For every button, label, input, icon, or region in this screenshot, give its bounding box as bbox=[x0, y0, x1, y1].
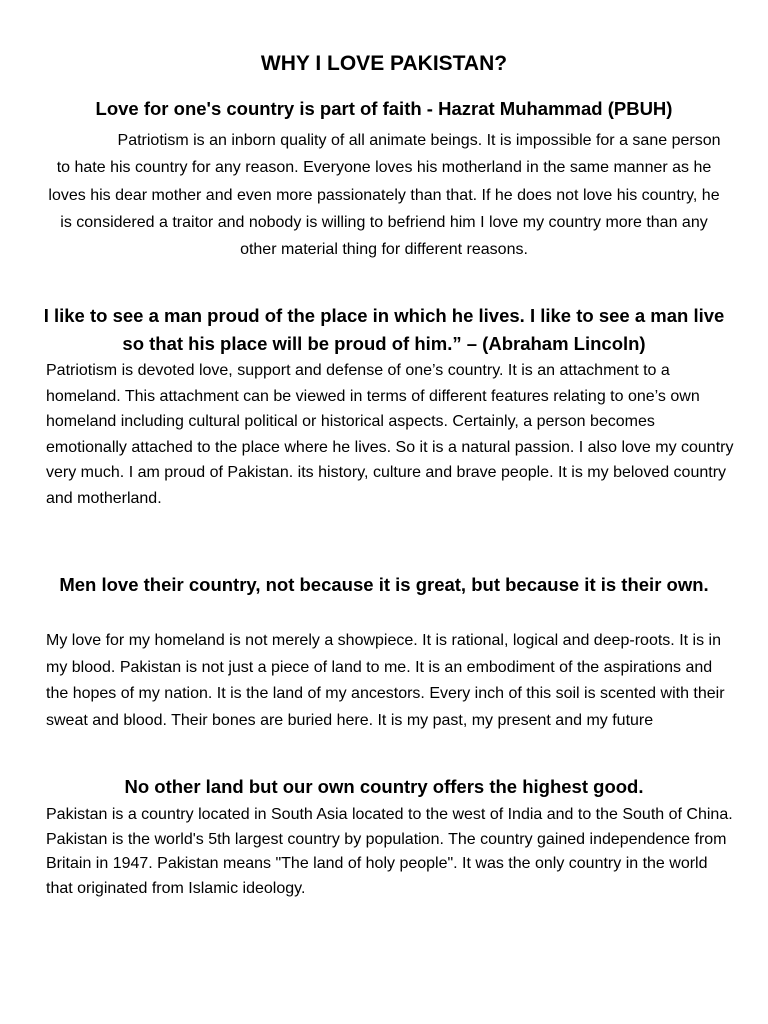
section-3-heading: Men love their country, not because it is great, but because it is their own. bbox=[59, 574, 709, 595]
section-4-heading: No other land but our own country offers the highest good. bbox=[124, 776, 644, 797]
section-1-heading: Love for one's country is part of faith - Hazrat Muhammad (PBUH) bbox=[95, 98, 673, 119]
section-2-paragraph: Patriotism is devoted love, support and defense of one’s country. It is an attachment to a homeland. This attachment can be viewed in terms of different features relating to one’s own homeland including cultural political or historical aspects. Certainly, a person becomes emotionally attached to the place where he lives. So it is a natural passion. I also love my country very much. I am proud of Pakistan. its history, culture and brave people. It is my beloved country and motherland. bbox=[46, 362, 734, 507]
section-4-paragraph: Pakistan is a country located in South Asia located to the west of India and to the South of China. Pakistan is the world's 5th largest country by population. The country gained independence from Britain in 1947. Pakistan means "The land of holy people". It was the only country in the world that originated from Islamic ideology. bbox=[46, 806, 733, 897]
section-2-heading: I like to see a man proud of the place in which he lives. I like to see a man live so that his place will be proud of him.” – (Abraham Lincoln) bbox=[43, 305, 725, 354]
page-title: WHY I LOVE PAKISTAN? bbox=[260, 52, 508, 75]
section-3-paragraph: My love for my homeland is not merely a showpiece. It is rational, logical and deep-roots. It is in my blood. Pakistan is not just a piece of land to me. It is an embodiment of the aspirations and the hopes of my nation. It is the land of my ancestors. Every inch of this soil is scented with their sweat and blood. Their bones are buried here. It is my past, my present and my future bbox=[46, 632, 725, 729]
section-1-paragraph: Patriotism is an inborn quality of all animate beings. It is impossible for a sane person to hate his country for any reason. Everyone loves his motherland in the same manner as he loves his dear mother and even more passionately than that. If he does not love his country, he is considered a traitor and nobody is willing to befriend him I love my country more than any other material thing for different reasons. bbox=[48, 132, 721, 259]
